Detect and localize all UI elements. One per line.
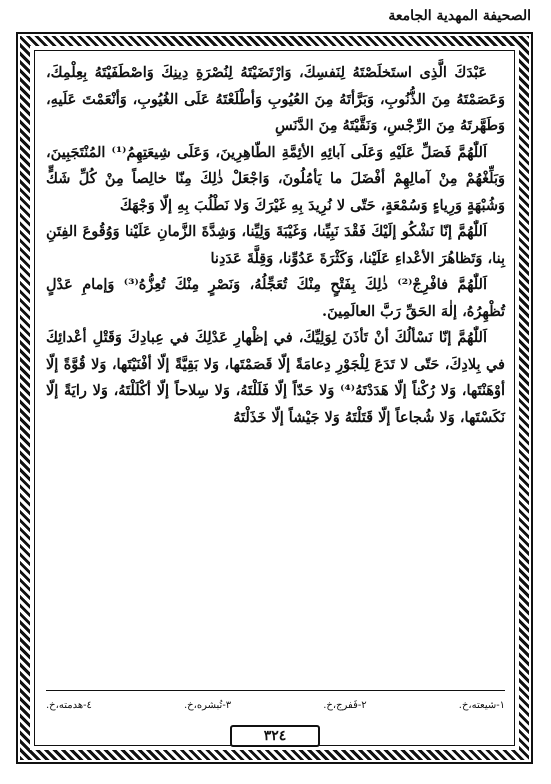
paragraph-3: اَللّٰهُمَّ إنّا نَشْكُو إلَيْكَ فَقْدَ نَبِيِّنا، وَغَيْبَةَ وَلِيِّنا، وَشِدَّةَ الزَّمانِ عَلَيْنا وَوُقُوعَ الفِتَنِ بِنا، وَتَظاهُرَ الأعْداءِ عَلَيْنا، وَكَثْرَةَ عَدُوِّنا، وَقِلَّةَ عَدَدِنا [46,223,505,267]
prayer-text [46,60,505,431]
footnote-1: ١-شيعته،خ. [458,700,505,711]
footnote-3: ٣-تُبشره،خ. [184,700,232,711]
paragraph-5: اَللّٰهُمَّ إنّا نَسْألُكَ أنْ تَأذَنَ لِوَلِيِّكَ، في إظْهارِ عَدْلِكَ في عِبادِكَ وَقَتْلِ أعْدائِكَ في بِلادِكَ، حَتّى لا تَدَعَ لِلْجَوْرِ دِعامَةً إلّا قَصَمْتَها، وَلا بَقِيَّةً إلّا أفْنَيْتَها، وَلا قُوَّةً إلّا أوْهَنْتَها، وَلا رُكْناً إلّا هَدَدْتَهُ⁽⁴⁾ وَلا حَدّاً إلّا فَلَلْتَهُ، وَلا سِلاحاً إلّا أكْلَلْتَهُ، وَلا رايَةً إلّا نَكَسْتَها، وَلا شُجاعاً إلّا قَتَلْتَهُ وَلا جَيْشاً إلّا خَذَلْتَهُ [46,329,506,426]
paragraph-2: اَللّٰهُمَّ فَصَلِّ عَلَيْهِ وَعَلَى آبائِهِ الأئِمَّةِ الطّاهِرِينَ، وَعَلَى شِيعَتِهِمُ⁽¹⁾ المُنْتَجَبِينَ، وَبَلِّغْهُمْ مِنْ آمالِهِمْ أفْضَلَ ما يَأمُلُونَ، وَاجْعَلْ ذٰلِكَ مِنّا خالِصاً مِنْ كُلِّ شَكٍّ وَشُبْهَةٍ وَرِياءٍ وَسُمْعَةٍ، حَتّى لا نُرِيدَ بِهِ غَيْرَكَ وَلا نَطْلُبَ بِهِ إلّا وَجْهَكَ [46,143,505,214]
footnotes [46,700,505,711]
page-number: ٣٢٤ [230,725,320,747]
paragraph-1: عَبْدَكَ الَّذِى استَخلَصْتَهُ لِنَفسِكَ، وَارْتَضَيْتَهُ لِنُصْرَةِ دِينِكَ وَاصْطَفَيْتَهُ بِعِلْمِكَ، وَعَصَمْتَهُ مِنَ الذُّنُوبِ، وَبَرَّأتَهُ مِنَ العُيُوبِ وَأطْلَعْتَهُ عَلَى الغُيُوبِ، وَأنْعَمْتَ عَلَيهِ، وَطَهَّرتَهُ مِنَ الرِّجْسِ، وَنَقَّيْتَهُ مِنَ الدَّنَسِ [46,64,505,134]
paragraph-4: اَللّٰهُمَّ فافْرِجْ⁽²⁾ ذٰلِكَ بِفَتْحٍ مِنْكَ تُعَجِّلُهُ، وَنَصْرٍ مِنْكَ تُعِزُّهُ⁽³⁾ وَإمامِ عَدْلٍ تُظْهِرُهُ، إلٰهَ الحَقِّ رَبَّ العالَمِينَ. [46,276,505,320]
running-header: الصحيفة المهدية الجامعة [388,8,531,24]
footnote-2: ٢-فَفرج،خ. [323,700,367,711]
footnote-4: ٤-هدمته،خ. [46,700,92,711]
footnote-divider [46,690,505,691]
